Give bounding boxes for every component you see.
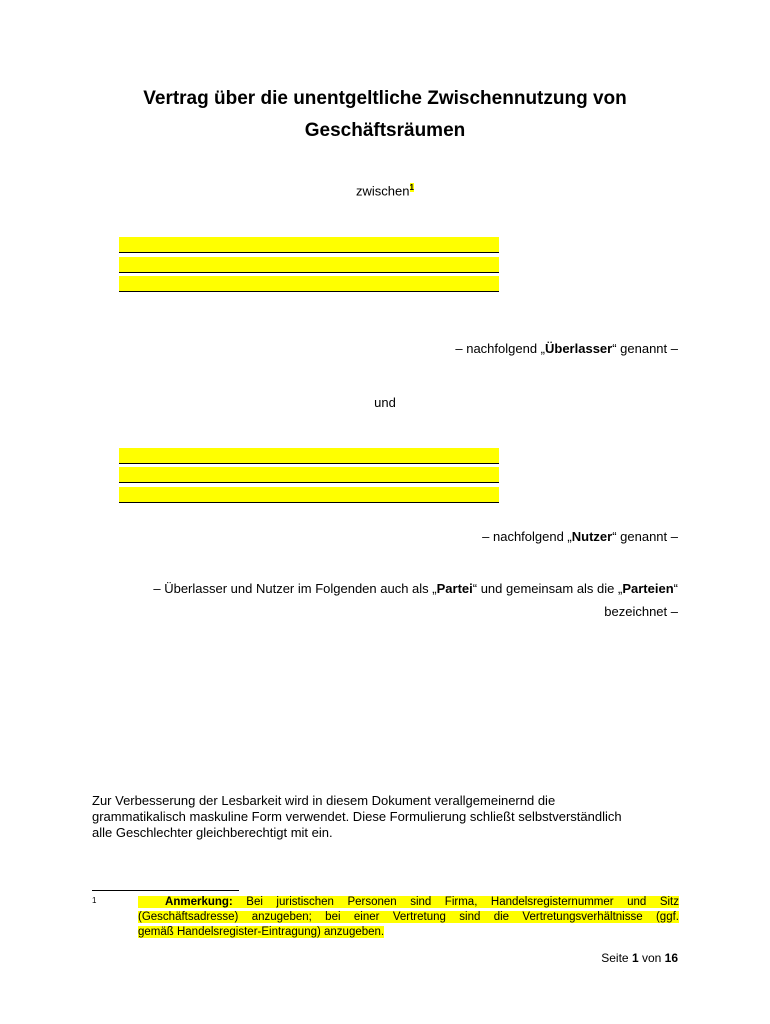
footnote-label: Anmerkung: <box>165 896 233 908</box>
parties-clause-post: “ <box>673 581 678 596</box>
parties-clause-line-1 <box>153 581 678 596</box>
current-page: 1 <box>631 951 639 965</box>
party1-designation-suffix: “ genannt – <box>612 341 678 356</box>
parties-clause-pre: – Überlasser und Nutzer im Folgenden auch als „ <box>153 581 437 596</box>
party2-designation <box>482 529 678 544</box>
parteien-term: Parteien <box>622 581 674 596</box>
readability-note-line-1: Zur Verbesserung der Lesbarkeit wird in diesem Dokument verallgemeinernd die <box>92 793 556 808</box>
party2-designation-suffix: “ genannt – <box>612 529 678 544</box>
readability-note-line-2: grammatikalisch maskuline Form verwendet. Diese Formulierung schließt selbstverständlich <box>92 809 622 824</box>
and-text: und <box>374 395 396 410</box>
party1-blank-line-1[interactable] <box>119 237 499 253</box>
footnote-number: 1 <box>92 896 97 905</box>
party1-designation-prefix: – nachfolgend „ <box>455 341 545 356</box>
page-number-prefix: Seite <box>601 951 632 965</box>
between-line <box>0 183 770 198</box>
party2-blank-line-1[interactable] <box>119 448 499 464</box>
party1-designation <box>455 341 678 356</box>
party2-designation-prefix: – nachfolgend „ <box>482 529 572 544</box>
document-title-line-2: Geschäftsräumen <box>304 120 466 141</box>
between-text: zwischen <box>356 183 410 199</box>
party1-blank-line-3[interactable] <box>119 276 499 292</box>
readability-note <box>92 793 682 841</box>
footnote-separator <box>92 890 239 891</box>
party1-role: Überlasser <box>545 341 613 356</box>
party1-blank-line-2[interactable] <box>119 257 499 273</box>
footnote-ref[interactable]: 1 <box>409 183 414 192</box>
footnote-line-1 <box>138 896 679 908</box>
parties-clause-line-2: bezeichnet – <box>604 604 678 619</box>
readability-note-line-3: alle Geschlechter gleichberechtigt mit ein. <box>92 825 333 840</box>
footnote-line-1-text: Bei juristischen Personen sind Firma, Handelsregisternummer und Sitz <box>232 896 679 908</box>
total-pages: 16 <box>664 951 678 965</box>
page-number-middle: von <box>638 951 665 965</box>
footnote-line-3: gemäß Handelsregister-Eintragung) anzugeben. <box>138 926 385 938</box>
party2-blank-line-2[interactable] <box>119 467 499 483</box>
page-number <box>601 951 678 965</box>
partei-term: Partei <box>436 581 473 596</box>
party2-blank-line-3[interactable] <box>119 487 499 503</box>
party2-role: Nutzer <box>571 529 613 544</box>
footnote-text <box>138 895 679 940</box>
parties-clause-mid: “ und gemeinsam als die „ <box>472 581 623 596</box>
document-title-line-1: Vertrag über die unentgeltliche Zwischennutzung von <box>143 88 627 109</box>
footnote-line-2: (Geschäftsadresse) anzugeben; bei einer Vertretung sind die Vertretungsverhältnisse (ggf. <box>138 911 679 923</box>
